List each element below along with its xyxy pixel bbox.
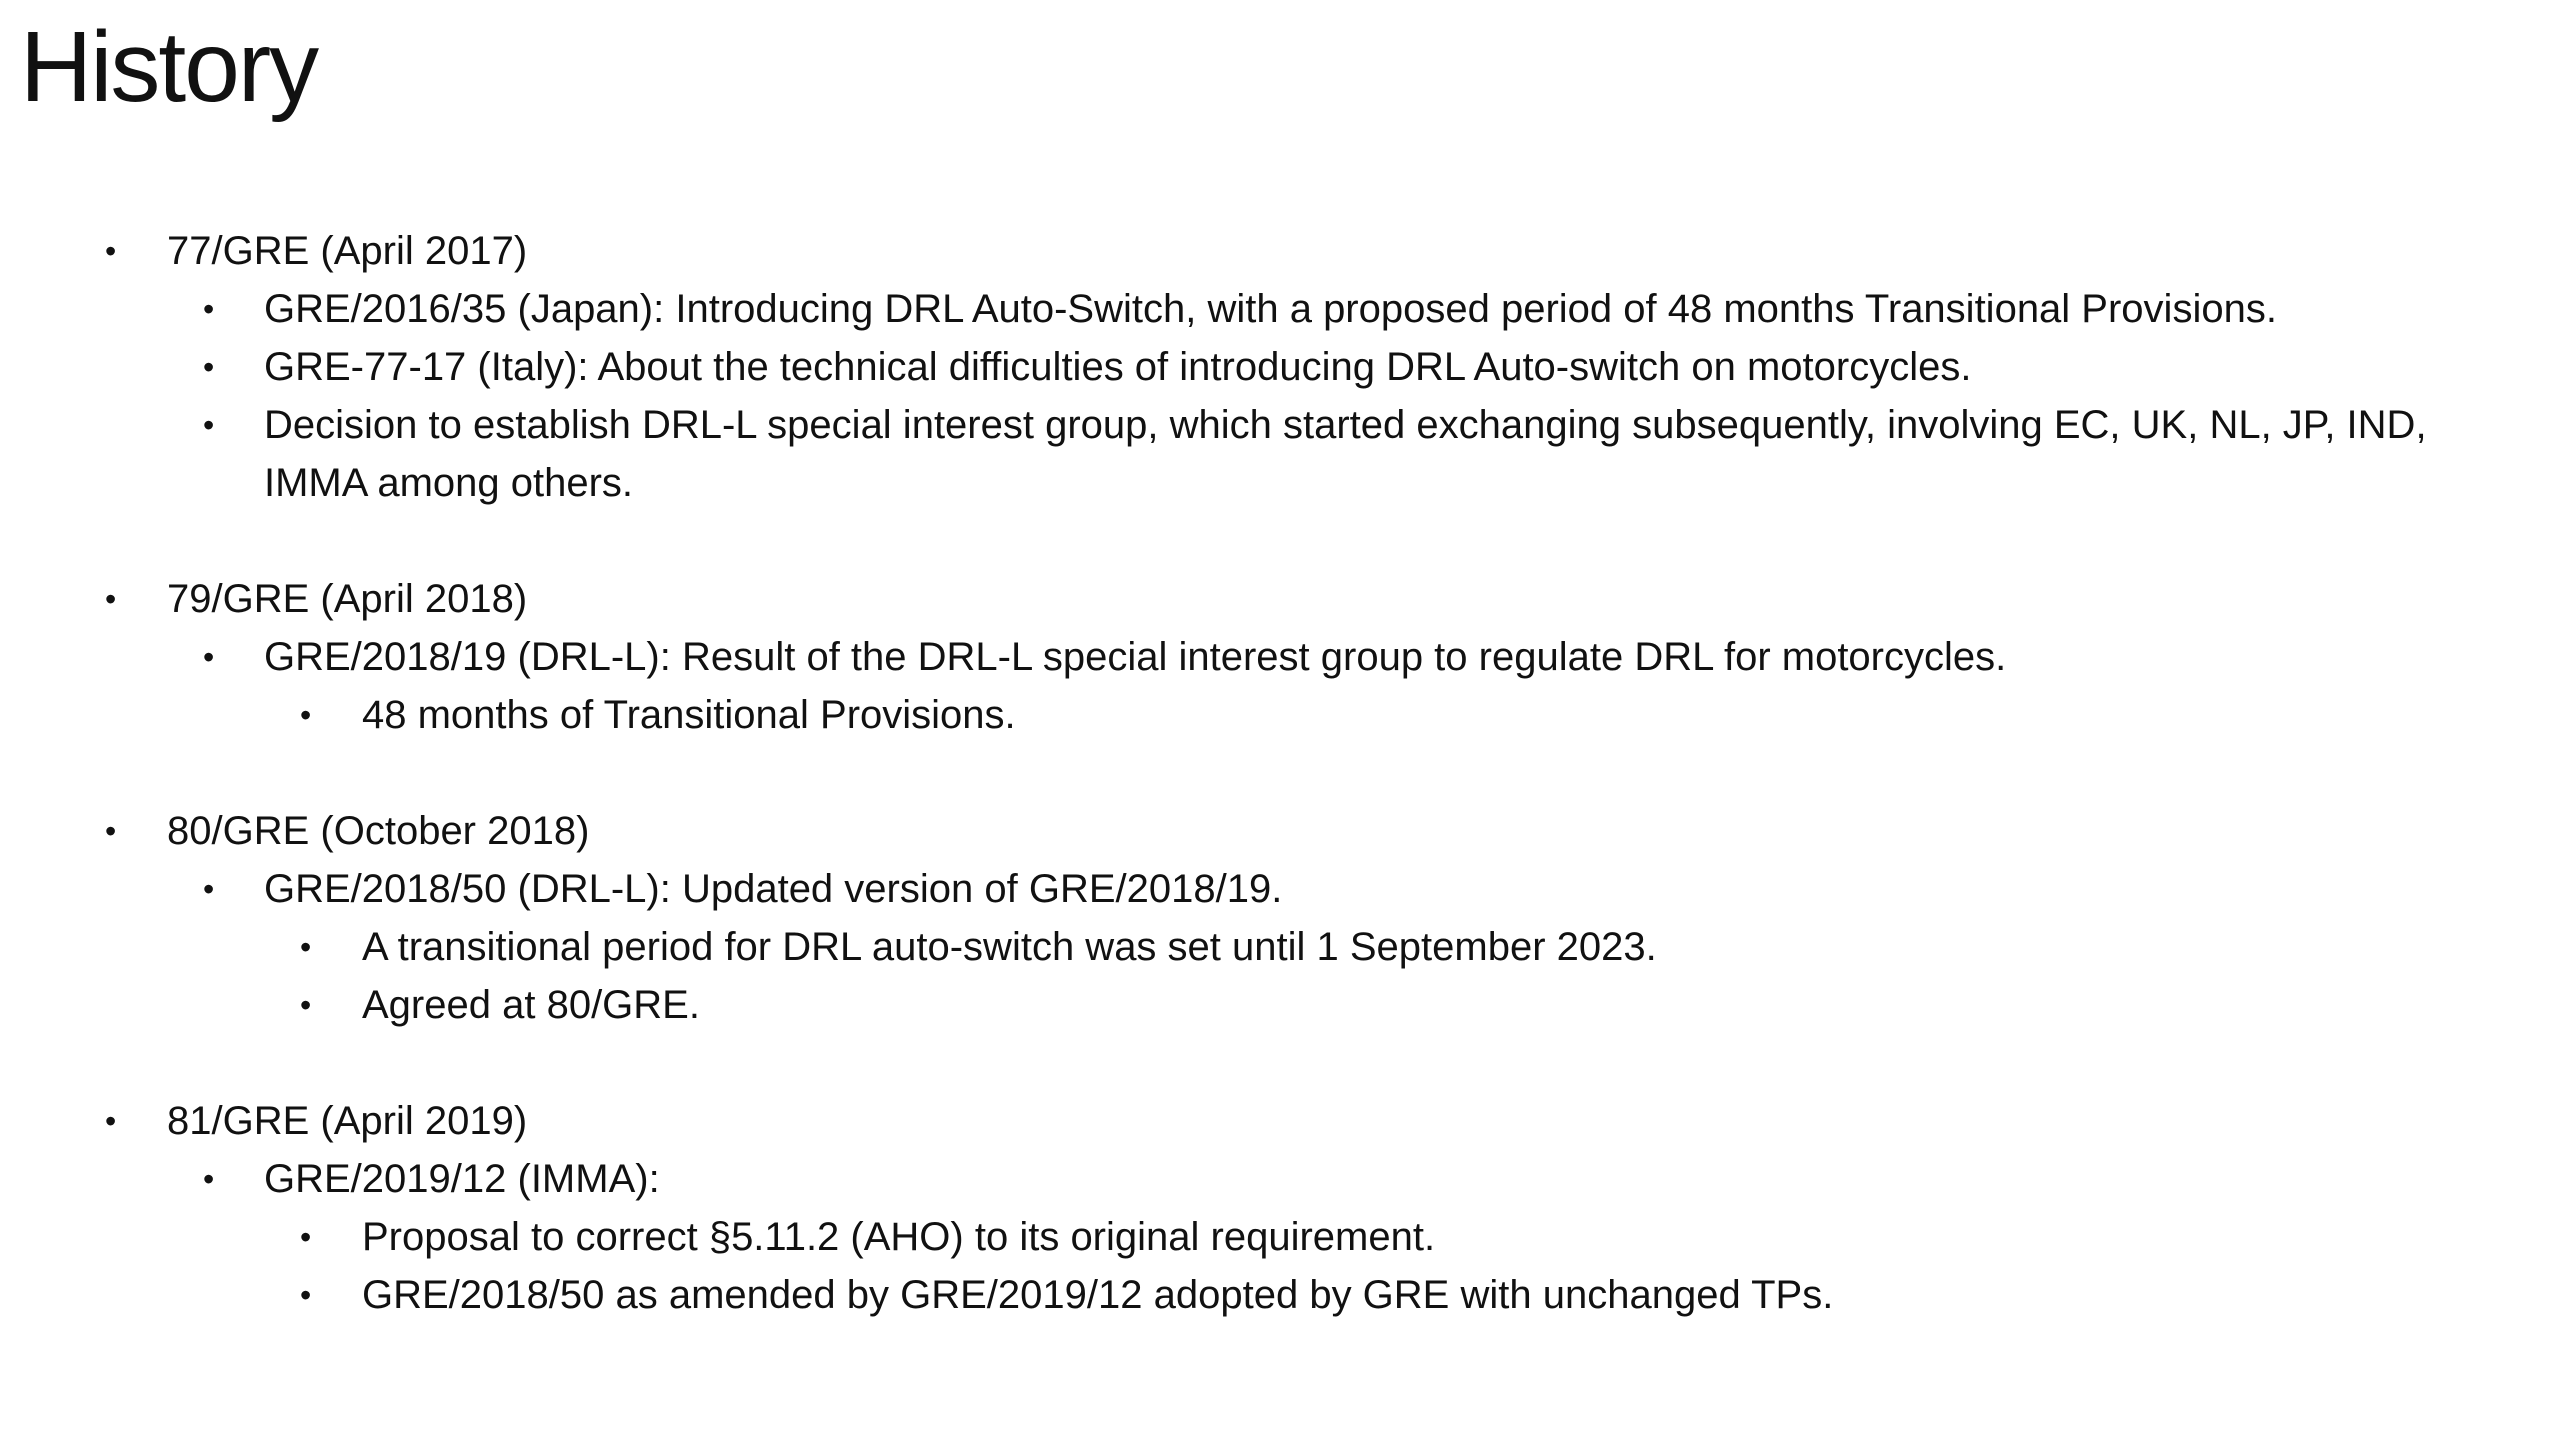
section-heading-text: 80/GRE (October 2018) bbox=[167, 809, 590, 853]
list-item bbox=[0, 1150, 2474, 1208]
section-heading bbox=[0, 802, 2560, 860]
bullet-icon: • bbox=[300, 1277, 312, 1313]
list-item bbox=[0, 628, 2474, 686]
section-heading bbox=[0, 570, 2560, 628]
list-item bbox=[0, 280, 2474, 338]
bullet-icon: • bbox=[300, 697, 312, 733]
bullet-icon: • bbox=[300, 1219, 312, 1255]
bullet-icon: • bbox=[203, 407, 215, 443]
bullet-icon: • bbox=[203, 291, 215, 327]
section-heading-text: 77/GRE (April 2017) bbox=[167, 229, 528, 273]
list-item bbox=[0, 396, 2474, 512]
bullet-icon: • bbox=[203, 1161, 215, 1197]
history-section bbox=[0, 802, 2560, 1034]
list-item bbox=[0, 338, 2474, 396]
bullet-icon: • bbox=[300, 929, 312, 965]
list-item-text: GRE/2016/35 (Japan): Introducing DRL Auto-Switch, with a proposed period of 48 months Transitional Provisions. bbox=[264, 287, 2277, 331]
sub-list-item bbox=[0, 918, 2560, 976]
sub-list-item-text: A transitional period for DRL auto-switch was set until 1 September 2023. bbox=[362, 925, 1657, 969]
history-section bbox=[0, 1092, 2560, 1324]
bullet-icon: • bbox=[105, 581, 117, 617]
section-heading bbox=[0, 1092, 2560, 1150]
section-heading bbox=[0, 222, 2560, 280]
history-section bbox=[0, 222, 2560, 512]
list-item-text: GRE/2018/19 (DRL-L): Result of the DRL-L special interest group to regulate DRL for motorcycles. bbox=[264, 635, 2007, 679]
sub-list-item bbox=[0, 976, 2560, 1034]
bullet-icon: • bbox=[203, 871, 215, 907]
bullet-icon: • bbox=[300, 987, 312, 1023]
bullet-icon: • bbox=[105, 813, 117, 849]
sub-list-item bbox=[0, 1266, 2560, 1324]
list-item-text: GRE-77-17 (Italy): About the technical difficulties of introducing DRL Auto-switch on motorcycles. bbox=[264, 345, 1972, 389]
list-item-text: GRE/2019/12 (IMMA): bbox=[264, 1157, 660, 1201]
sub-list-item-text: GRE/2018/50 as amended by GRE/2019/12 adopted by GRE with unchanged TPs. bbox=[362, 1273, 1834, 1317]
bullet-icon: • bbox=[105, 1103, 117, 1139]
sub-list-item-text: Agreed at 80/GRE. bbox=[362, 983, 700, 1027]
list-item-text: GRE/2018/50 (DRL-L): Updated version of GRE/2018/19. bbox=[264, 867, 1283, 911]
list-item-text: Decision to establish DRL-L special interest group, which started exchanging subsequently, involving EC, UK, NL, JP, IND, IMMA among others. bbox=[264, 403, 2427, 505]
bullet-icon: • bbox=[203, 349, 215, 385]
section-heading-text: 79/GRE (April 2018) bbox=[167, 577, 528, 621]
list-item bbox=[0, 860, 2474, 918]
sub-list-item-text: Proposal to correct §5.11.2 (AHO) to its original requirement. bbox=[362, 1215, 1436, 1259]
sub-list-item bbox=[0, 686, 2560, 744]
history-section bbox=[0, 570, 2560, 744]
sub-list-item bbox=[0, 1208, 2560, 1266]
slide-body bbox=[0, 222, 2560, 1382]
section-heading-text: 81/GRE (April 2019) bbox=[167, 1099, 528, 1143]
sub-list-item-text: 48 months of Transitional Provisions. bbox=[362, 693, 1016, 737]
bullet-icon: • bbox=[203, 639, 215, 675]
slide-title: History bbox=[20, 11, 318, 123]
bullet-icon: • bbox=[105, 233, 117, 269]
